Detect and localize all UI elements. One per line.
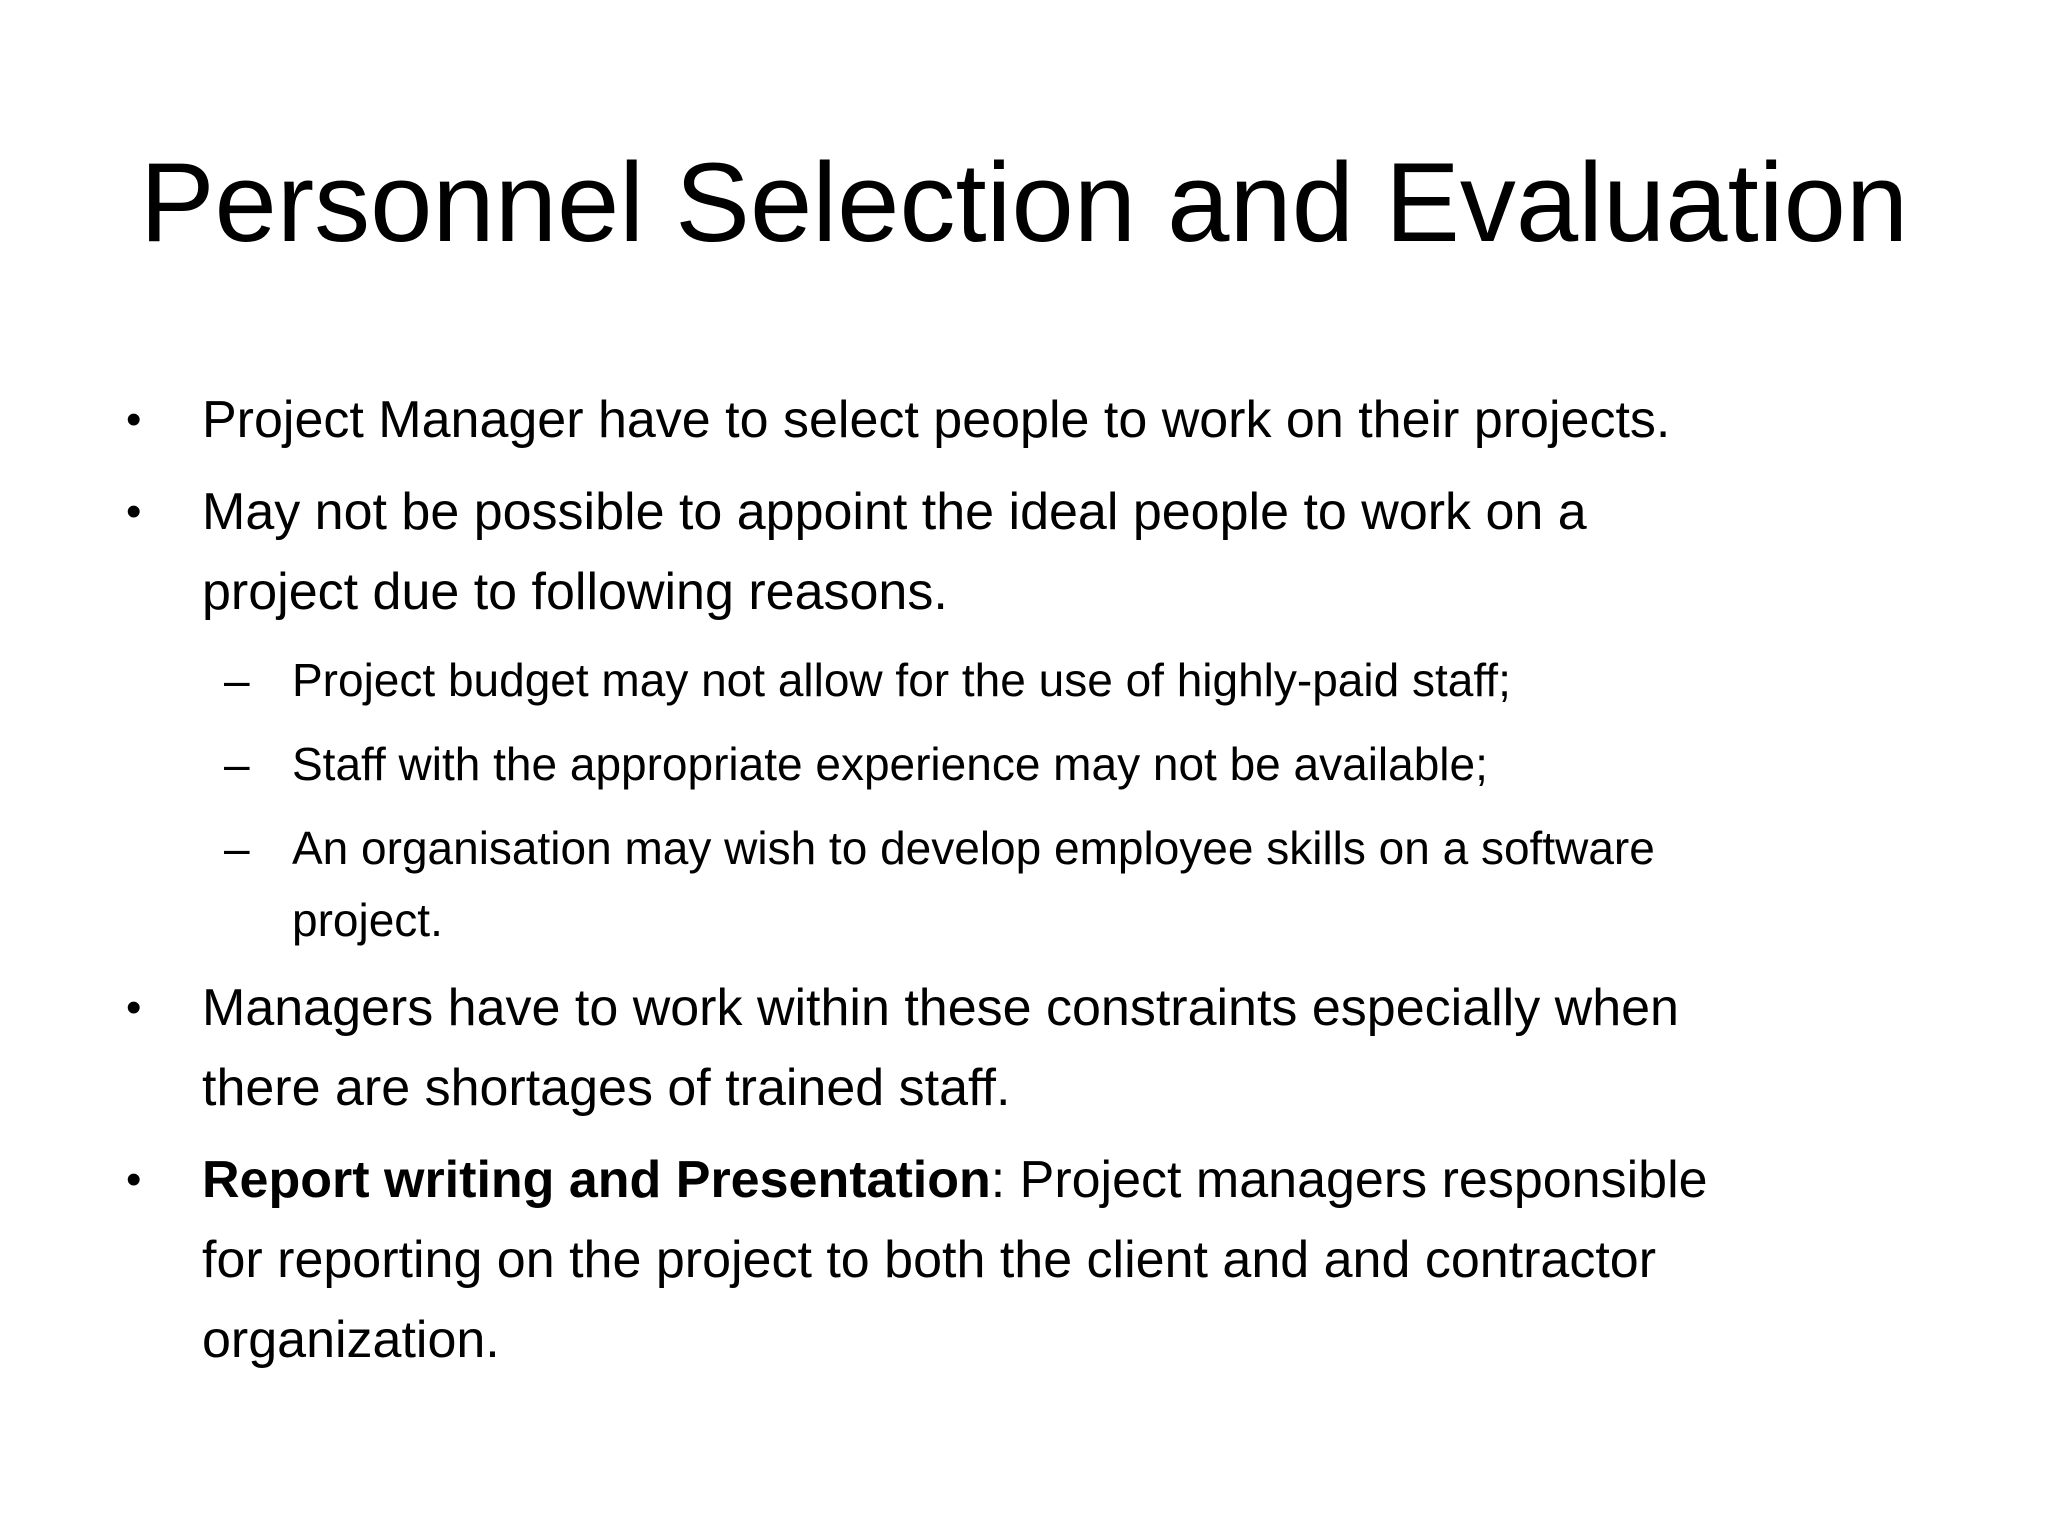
- dash-bullet-icon: –: [224, 654, 250, 706]
- list-item-line: for reporting on the project to both the client and and contractor: [202, 1231, 1657, 1289]
- list-item-line: organization.: [202, 1311, 500, 1369]
- slide-title: Personnel Selection and Evaluation: [139, 140, 1909, 265]
- list-item-line: Managers have to work within these constraints especially when: [202, 979, 1679, 1037]
- bullet-list: [118, 380, 1948, 1392]
- list-item-line: Project Manager have to select people to work on their projects.: [202, 391, 1671, 449]
- sub-list-item-line: Staff with the appropriate experience may not be available;: [292, 738, 1488, 790]
- bold-lead-text: Report writing and Presentation: [202, 1151, 991, 1209]
- list-item-line: there are shortages of trained staff.: [202, 1059, 1011, 1117]
- lead-continuation-text: : Project managers responsible: [990, 1151, 1708, 1209]
- sub-list-item: [118, 728, 1948, 800]
- list-item-line: project due to following reasons.: [202, 563, 948, 621]
- sub-list-item-line: An organisation may wish to develop employee skills on a software: [292, 822, 1655, 874]
- list-item-line: [202, 1140, 1948, 1220]
- sub-list-item: [118, 812, 1948, 956]
- bullet-dot-icon: •: [126, 487, 142, 536]
- bullet-dot-icon: •: [126, 1155, 142, 1204]
- list-item: [118, 380, 1948, 460]
- sub-list-item-line: project.: [292, 894, 443, 946]
- sub-list-item: [118, 644, 1948, 716]
- bullet-dot-icon: •: [126, 983, 142, 1032]
- list-item: [118, 1140, 1948, 1380]
- sub-list-item-line: Project budget may not allow for the use of highly-paid staff;: [292, 654, 1511, 706]
- dash-bullet-icon: –: [224, 738, 250, 790]
- dash-bullet-icon: –: [224, 822, 250, 874]
- list-item-line: May not be possible to appoint the ideal people to work on a: [202, 483, 1587, 541]
- list-item: [118, 472, 1948, 632]
- bullet-dot-icon: •: [126, 395, 142, 444]
- list-item: [118, 968, 1948, 1128]
